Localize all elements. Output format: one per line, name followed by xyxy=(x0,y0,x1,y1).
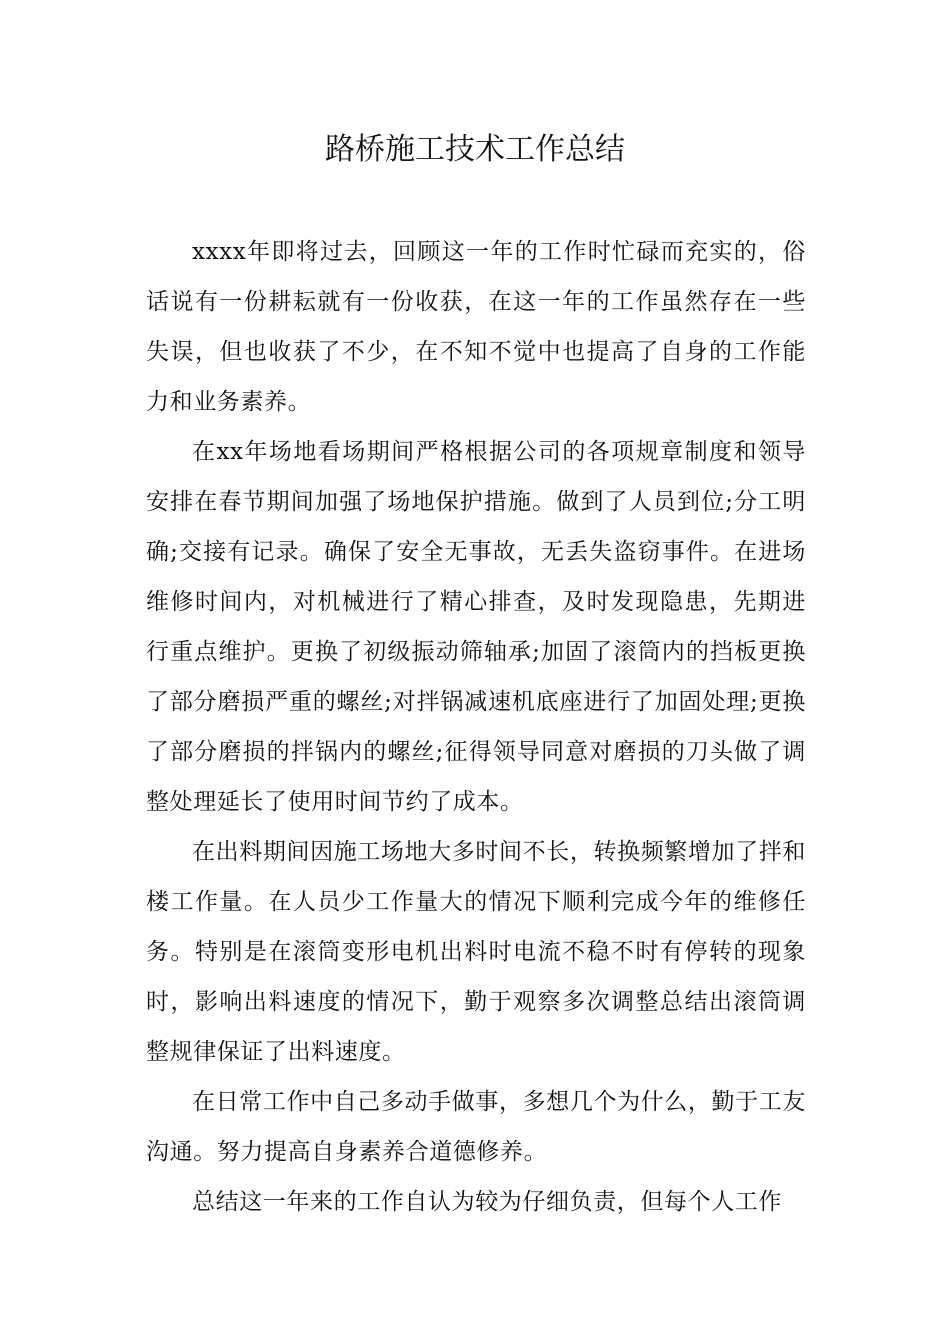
paragraph: xxxx年即将过去，回顾这一年的工作时忙碌而充实的，俗话说有一份耕耘就有一份收获，在这一年的工作虽然存在一些失误，但也收获了不少，在不知不觉中也提高了自身的工作能力和业务素养。 xyxy=(146,239,806,415)
paragraph: 在xx年场地看场期间严格根据公司的各项规章制度和领导安排在春节期间加强了场地保护措施。做到了人员到位;分工明确;交接有记录。确保了安全无事故，无丢失盗窃事件。在进场维修时间内，对机械进行了精心排查，及时发现隐患，先期进行重点维护。更换了初级振动筛轴承;加固了滚筒内的挡板更换了部分磨损严重的螺丝;对拌锅减速机底座进行了加固处理;更换了部分磨损的拌锅内的螺丝;征得领导同意对磨损的刀头做了调整处理延长了使用时间节约了成本。 xyxy=(146,439,806,815)
paragraph: 在出料期间因施工场地大多时间不长，转换频繁增加了拌和楼工作量。在人员少工作量大的情况下顺利完成今年的维修任务。特别是在滚筒变形电机出料时电流不稳不时有停转的现象时，影响出料速度的情况下，勤于观察多次调整总结出滚筒调整规律保证了出料速度。 xyxy=(146,839,806,1065)
document-title: 路桥施工技术工作总结 xyxy=(325,132,625,167)
paragraph: 总结这一年来的工作自认为较为仔细负责，但每个人工作 xyxy=(192,1189,782,1215)
document-body xyxy=(146,227,806,1227)
paragraph: 在日常工作中自己多动手做事，多想几个为什么，勤于工友沟通。努力提高自身素养合道德修养。 xyxy=(146,1089,806,1165)
